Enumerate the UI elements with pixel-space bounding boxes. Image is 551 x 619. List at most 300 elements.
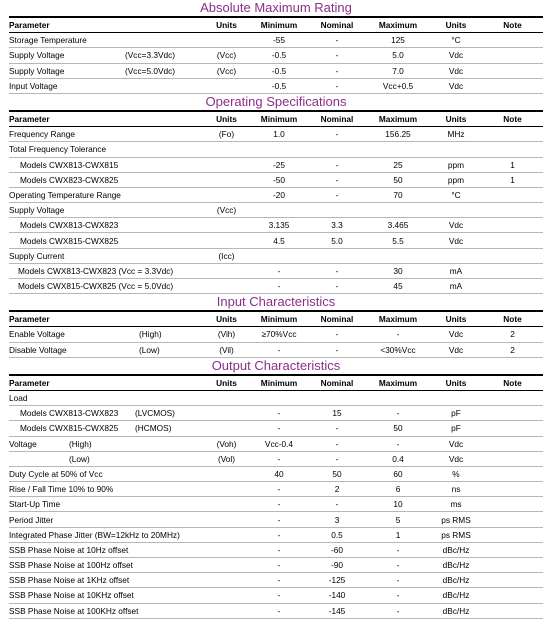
note-cell xyxy=(482,248,543,263)
max-cell: Vcc+0.5 xyxy=(382,80,414,91)
param-cell xyxy=(9,406,203,421)
absolute-table xyxy=(9,16,543,94)
nom-cell: - xyxy=(335,423,339,434)
param-cell xyxy=(9,451,203,466)
table-row xyxy=(9,78,543,93)
units-cell: (Vih) xyxy=(217,329,236,340)
nom-cell: - xyxy=(335,281,339,292)
min-cell xyxy=(250,248,308,263)
min-cell: - xyxy=(277,560,281,571)
note-cell xyxy=(482,63,543,78)
table-row xyxy=(9,33,543,48)
min-cell: -20 xyxy=(273,189,285,200)
min-cell: ≥70%Vcc xyxy=(261,329,297,340)
unit-cell: dBc/Hz xyxy=(442,560,470,571)
units-cell: (Fo) xyxy=(218,129,235,140)
condition-label: (Low) xyxy=(139,344,160,355)
units-cell: (Icc) xyxy=(218,250,235,261)
nom-cell xyxy=(308,390,366,405)
nom-cell: - xyxy=(335,438,339,449)
note-cell: 1 xyxy=(510,159,515,170)
max-cell xyxy=(366,248,430,263)
min-cell: -0.5 xyxy=(271,65,287,76)
unit-cell: Vdc xyxy=(448,220,464,231)
unit-cell: MHz xyxy=(447,129,465,140)
col-maximum: Maximum xyxy=(378,314,418,325)
col-parameter: Parameter xyxy=(9,20,50,31)
max-cell xyxy=(366,390,430,405)
unit-cell: Vdc xyxy=(448,453,464,464)
unit-cell: Vdc xyxy=(448,344,464,355)
max-cell: 50 xyxy=(393,174,403,185)
min-cell: -0.5 xyxy=(271,80,287,91)
nom-cell: - xyxy=(335,453,339,464)
col-nominal: Nominal xyxy=(320,114,354,125)
unit-cell xyxy=(430,248,482,263)
nom-cell: - xyxy=(335,35,339,46)
table-row xyxy=(9,390,543,405)
param-cell: SSB Phase Noise at 100Hz offset xyxy=(9,560,133,571)
condition-label: (LVCMOS) xyxy=(135,408,175,419)
table-row xyxy=(9,63,543,78)
table-row xyxy=(9,157,543,172)
col-minimum: Minimum xyxy=(260,377,298,388)
table-row xyxy=(9,279,543,294)
units-cell xyxy=(203,263,250,278)
max-cell: 7.0 xyxy=(392,65,404,76)
min-cell: -55 xyxy=(273,35,285,46)
note-cell xyxy=(482,451,543,466)
min-cell: - xyxy=(277,605,281,616)
table-row xyxy=(9,573,543,588)
nom-cell: 0.5 xyxy=(331,529,343,540)
note-cell xyxy=(482,142,543,157)
col-parameter: Parameter xyxy=(9,377,50,388)
min-cell: - xyxy=(277,453,281,464)
unit-cell: ms xyxy=(450,499,462,510)
table-row xyxy=(9,48,543,63)
param-label: Disable Voltage xyxy=(9,344,67,355)
note-cell xyxy=(482,603,543,618)
param-cell: Frequency Range xyxy=(9,129,75,140)
note-cell xyxy=(482,421,543,436)
units-cell xyxy=(203,482,250,497)
max-cell: - xyxy=(396,544,400,555)
note-cell xyxy=(482,588,543,603)
unit-cell: °C xyxy=(451,35,461,46)
unit-cell: ppm xyxy=(447,159,465,170)
nom-cell: - xyxy=(335,80,339,91)
unit-cell: Vdc xyxy=(448,235,464,246)
units-cell: (Vcc) xyxy=(216,50,237,61)
nom-cell: - xyxy=(335,65,339,76)
min-cell xyxy=(250,390,308,405)
col-parameter: Parameter xyxy=(9,314,50,325)
max-cell: 0.4 xyxy=(392,453,404,464)
param-cell: SSB Phase Noise at 10KHz offset xyxy=(9,590,134,601)
unit-cell: dBc/Hz xyxy=(442,605,470,616)
max-cell: - xyxy=(396,329,400,340)
table-row xyxy=(9,263,543,278)
unit-cell: ppm xyxy=(447,174,465,185)
col-units: Units xyxy=(216,314,237,325)
col-note: Note xyxy=(503,114,522,125)
min-cell xyxy=(250,142,308,157)
min-cell: -25 xyxy=(273,159,285,170)
units-cell: (Vcc) xyxy=(216,205,237,216)
nom-cell: 15 xyxy=(332,408,342,419)
units-cell xyxy=(203,142,250,157)
max-cell: 25 xyxy=(393,159,403,170)
max-cell: 5.0 xyxy=(392,50,404,61)
unit-cell: ps RMS xyxy=(441,529,471,540)
max-cell: 5 xyxy=(395,514,401,525)
section-title-operating: Operating Specifications xyxy=(205,93,347,109)
min-cell: - xyxy=(277,544,281,555)
note-cell xyxy=(482,436,543,451)
col-nominal: Nominal xyxy=(320,314,354,325)
min-cell: -0.5 xyxy=(271,50,287,61)
units-cell xyxy=(203,390,250,405)
col-units-2: Units xyxy=(445,20,467,31)
units-cell xyxy=(203,512,250,527)
unit-cell: ps RMS xyxy=(441,514,471,525)
col-maximum: Maximum xyxy=(378,20,418,31)
nom-cell: - xyxy=(335,129,339,140)
nom-cell: 3 xyxy=(334,514,340,525)
col-maximum: Maximum xyxy=(378,114,418,125)
condition-label: (Vcc=5.0Vdc) xyxy=(125,65,176,76)
unit-cell: °C xyxy=(451,189,461,200)
max-cell: - xyxy=(396,590,400,601)
col-minimum: Minimum xyxy=(260,114,298,125)
max-cell: - xyxy=(396,560,400,571)
note-cell xyxy=(482,48,543,63)
min-cell: - xyxy=(277,281,281,292)
param-cell: Start-Up Time xyxy=(9,499,61,510)
note-cell xyxy=(482,78,543,93)
table-row xyxy=(9,542,543,557)
note-cell xyxy=(482,527,543,542)
min-cell: - xyxy=(277,408,281,419)
nom-cell xyxy=(308,203,366,218)
param-cell: Integrated Phase Jitter (BW=12kHz to 20MHz) xyxy=(9,529,180,540)
note-cell xyxy=(482,482,543,497)
max-cell xyxy=(366,142,430,157)
note-cell xyxy=(482,558,543,573)
min-cell: 40 xyxy=(274,468,284,479)
min-cell: - xyxy=(277,514,281,525)
note-cell xyxy=(482,218,543,233)
param-label: Input Voltage xyxy=(9,80,58,91)
note-cell xyxy=(482,279,543,294)
min-cell: - xyxy=(277,499,281,510)
param-cell xyxy=(9,48,203,63)
min-cell: -50 xyxy=(273,174,285,185)
note-cell: 2 xyxy=(510,344,515,355)
units-cell xyxy=(203,233,250,248)
col-minimum: Minimum xyxy=(260,314,298,325)
units-cell xyxy=(203,172,250,187)
table-row xyxy=(9,142,543,157)
table-row xyxy=(9,342,543,357)
col-units: Units xyxy=(216,377,237,388)
note-cell xyxy=(482,406,543,421)
nom-cell xyxy=(308,248,366,263)
table-row xyxy=(9,172,543,187)
col-units: Units xyxy=(216,114,237,125)
param-cell xyxy=(9,33,203,48)
param-label: Models CWX813-CWX823 xyxy=(20,408,119,419)
table-row xyxy=(9,482,543,497)
table-header xyxy=(9,111,543,127)
operating-table xyxy=(9,110,543,294)
condition-label: (HCMOS) xyxy=(135,423,172,434)
param-cell: SSB Phase Noise at 1KHz offset xyxy=(9,575,130,586)
unit-cell: Vdc xyxy=(448,80,464,91)
note-cell xyxy=(482,263,543,278)
col-parameter: Parameter xyxy=(9,114,50,125)
param-cell: Models CWX815-CWX825 xyxy=(20,235,119,246)
max-cell: 50 xyxy=(393,423,403,434)
note-cell xyxy=(482,466,543,481)
min-cell: - xyxy=(277,344,281,355)
table-header xyxy=(9,375,543,391)
units-cell xyxy=(203,573,250,588)
unit-cell: pF xyxy=(451,423,461,434)
table-row xyxy=(9,327,543,342)
nom-cell: -145 xyxy=(328,605,346,616)
col-maximum: Maximum xyxy=(378,377,418,388)
param-cell: Supply Voltage xyxy=(9,205,65,216)
table-row xyxy=(9,512,543,527)
note-cell xyxy=(482,390,543,405)
note-cell xyxy=(482,542,543,557)
col-note: Note xyxy=(503,20,522,31)
max-cell: 6 xyxy=(395,484,401,495)
unit-cell: mA xyxy=(449,265,463,276)
units-cell xyxy=(203,78,250,93)
table-row xyxy=(9,218,543,233)
col-units-2: Units xyxy=(445,314,467,325)
units-cell xyxy=(203,421,250,436)
param-cell: Models CWX815-CWX825 (Vcc = 5.0Vdc) xyxy=(18,281,174,292)
min-cell: - xyxy=(277,423,281,434)
unit-cell: dBc/Hz xyxy=(442,575,470,586)
note-cell: 2 xyxy=(510,329,515,340)
units-cell: (Vcc) xyxy=(216,65,237,76)
param-cell xyxy=(9,63,203,78)
min-cell: - xyxy=(277,590,281,601)
param-cell: Supply Current xyxy=(9,250,65,261)
max-cell: 30 xyxy=(393,265,403,276)
col-units: Units xyxy=(216,20,237,31)
param-label: Supply Voltage xyxy=(9,65,65,76)
table-row xyxy=(9,527,543,542)
nom-cell: 5.0 xyxy=(331,235,343,246)
nom-cell: - xyxy=(335,344,339,355)
max-cell: 125 xyxy=(391,35,405,46)
output-table xyxy=(9,374,543,619)
min-cell: - xyxy=(277,575,281,586)
section-title-absolute: Absolute Maximum Rating xyxy=(200,0,352,15)
note-cell xyxy=(482,233,543,248)
nom-cell: - xyxy=(335,329,339,340)
col-nominal: Nominal xyxy=(320,20,354,31)
nom-cell: - xyxy=(335,174,339,185)
unit-cell: Vdc xyxy=(448,50,464,61)
units-cell xyxy=(203,527,250,542)
units-cell xyxy=(203,603,250,618)
table-row xyxy=(9,127,543,142)
param-label: Storage Temperature xyxy=(9,35,87,46)
param-cell: SSB Phase Noise at 10Hz offset xyxy=(9,544,129,555)
note-cell xyxy=(482,512,543,527)
unit-cell: mA xyxy=(449,281,463,292)
param-cell: SSB Phase Noise at 100KHz offset xyxy=(9,605,139,616)
units-cell xyxy=(203,558,250,573)
nom-cell: 50 xyxy=(332,468,342,479)
param-label: Supply Voltage xyxy=(9,50,65,61)
units-cell xyxy=(203,157,250,172)
min-cell: - xyxy=(277,484,281,495)
units-cell: (Vol) xyxy=(217,453,236,464)
param-cell xyxy=(9,421,203,436)
min-cell: 3.135 xyxy=(268,220,290,231)
table-row xyxy=(9,233,543,248)
units-cell xyxy=(203,497,250,512)
nom-cell: 2 xyxy=(334,484,340,495)
units-cell xyxy=(203,279,250,294)
param-label: Enable Voltage xyxy=(9,329,65,340)
param-cell: Models CWX813-CWX823 (Vcc = 3.3Vdc) xyxy=(18,265,174,276)
table-row xyxy=(9,187,543,202)
col-nominal: Nominal xyxy=(320,377,354,388)
max-cell: 60 xyxy=(393,468,403,479)
nom-cell xyxy=(308,142,366,157)
max-cell: 5.5 xyxy=(392,235,404,246)
condition-label: (High) xyxy=(139,329,162,340)
note-cell xyxy=(482,497,543,512)
param-cell: Models CWX823-CWX825 xyxy=(20,174,119,185)
note-cell xyxy=(482,187,543,202)
unit-cell: ns xyxy=(451,484,461,495)
table-row xyxy=(9,588,543,603)
max-cell: - xyxy=(396,438,400,449)
note-cell xyxy=(482,203,543,218)
param-cell: Total Frequency Tolerance xyxy=(9,144,107,155)
note-cell xyxy=(482,573,543,588)
unit-cell: % xyxy=(452,468,460,479)
max-cell: <30%Vcc xyxy=(380,344,416,355)
section-title-input: Input Characteristics xyxy=(216,294,336,310)
min-cell xyxy=(250,203,308,218)
units-cell xyxy=(203,406,250,421)
max-cell: - xyxy=(396,575,400,586)
section-title-output: Output Characteristics xyxy=(211,357,341,373)
nom-cell: 3.3 xyxy=(331,220,343,231)
units-cell xyxy=(203,33,250,48)
nom-cell: -90 xyxy=(331,560,343,571)
col-minimum: Minimum xyxy=(260,20,298,31)
nom-cell: -140 xyxy=(328,590,346,601)
units-cell xyxy=(203,466,250,481)
unit-cell xyxy=(430,203,482,218)
table-row xyxy=(9,603,543,618)
max-cell: 3.465 xyxy=(387,220,409,231)
units-cell xyxy=(203,542,250,557)
nom-cell: - xyxy=(335,265,339,276)
param-cell xyxy=(9,327,203,342)
max-cell: - xyxy=(396,408,400,419)
param-cell xyxy=(9,436,203,451)
min-cell: - xyxy=(277,529,281,540)
col-units-2: Units xyxy=(445,114,467,125)
unit-cell xyxy=(430,142,482,157)
condition-label: (Vcc=3.3Vdc) xyxy=(125,50,176,61)
units-cell: (Vil) xyxy=(219,344,234,355)
nom-cell: -60 xyxy=(331,544,343,555)
max-cell xyxy=(366,203,430,218)
note-cell xyxy=(482,33,543,48)
nom-cell: - xyxy=(335,189,339,200)
min-cell: 4.5 xyxy=(273,235,285,246)
nom-cell: - xyxy=(335,159,339,170)
table-row xyxy=(9,406,543,421)
table-row xyxy=(9,466,543,481)
param-cell: Period Jitter xyxy=(9,514,54,525)
nom-cell: - xyxy=(335,50,339,61)
units-cell xyxy=(203,218,250,233)
col-note: Note xyxy=(503,377,522,388)
table-header xyxy=(9,17,543,33)
note-cell xyxy=(482,127,543,142)
unit-cell xyxy=(430,390,482,405)
input-table xyxy=(9,310,543,358)
unit-cell: Vdc xyxy=(448,329,464,340)
max-cell: 1 xyxy=(395,529,401,540)
note-cell: 1 xyxy=(510,174,515,185)
param-cell xyxy=(9,78,203,93)
units-cell xyxy=(203,588,250,603)
max-cell: - xyxy=(396,605,400,616)
condition-label: (High) xyxy=(69,438,92,449)
param-cell: Load xyxy=(9,393,28,404)
param-label: Models CWX815-CWX825 xyxy=(20,423,119,434)
nom-cell: - xyxy=(335,499,339,510)
col-note: Note xyxy=(503,314,522,325)
units-cell: (Voh) xyxy=(216,438,237,449)
table-row xyxy=(9,421,543,436)
table-row xyxy=(9,248,543,263)
table-row xyxy=(9,558,543,573)
param-cell: Operating Temperature Range xyxy=(9,189,121,200)
condition-label: (Low) xyxy=(69,453,90,464)
unit-cell: dBc/Hz xyxy=(442,590,470,601)
table-row xyxy=(9,203,543,218)
max-cell: 156.25 xyxy=(385,129,411,140)
max-cell: 10 xyxy=(393,499,403,510)
param-cell: Duty Cycle at 50% of Vcc xyxy=(9,468,103,479)
table-row xyxy=(9,436,543,451)
units-cell xyxy=(203,187,250,202)
min-cell: 1.0 xyxy=(273,129,285,140)
table-row xyxy=(9,451,543,466)
unit-cell: pF xyxy=(451,408,461,419)
unit-cell: dBc/Hz xyxy=(442,544,470,555)
param-cell xyxy=(9,342,203,357)
max-cell: 45 xyxy=(393,281,403,292)
